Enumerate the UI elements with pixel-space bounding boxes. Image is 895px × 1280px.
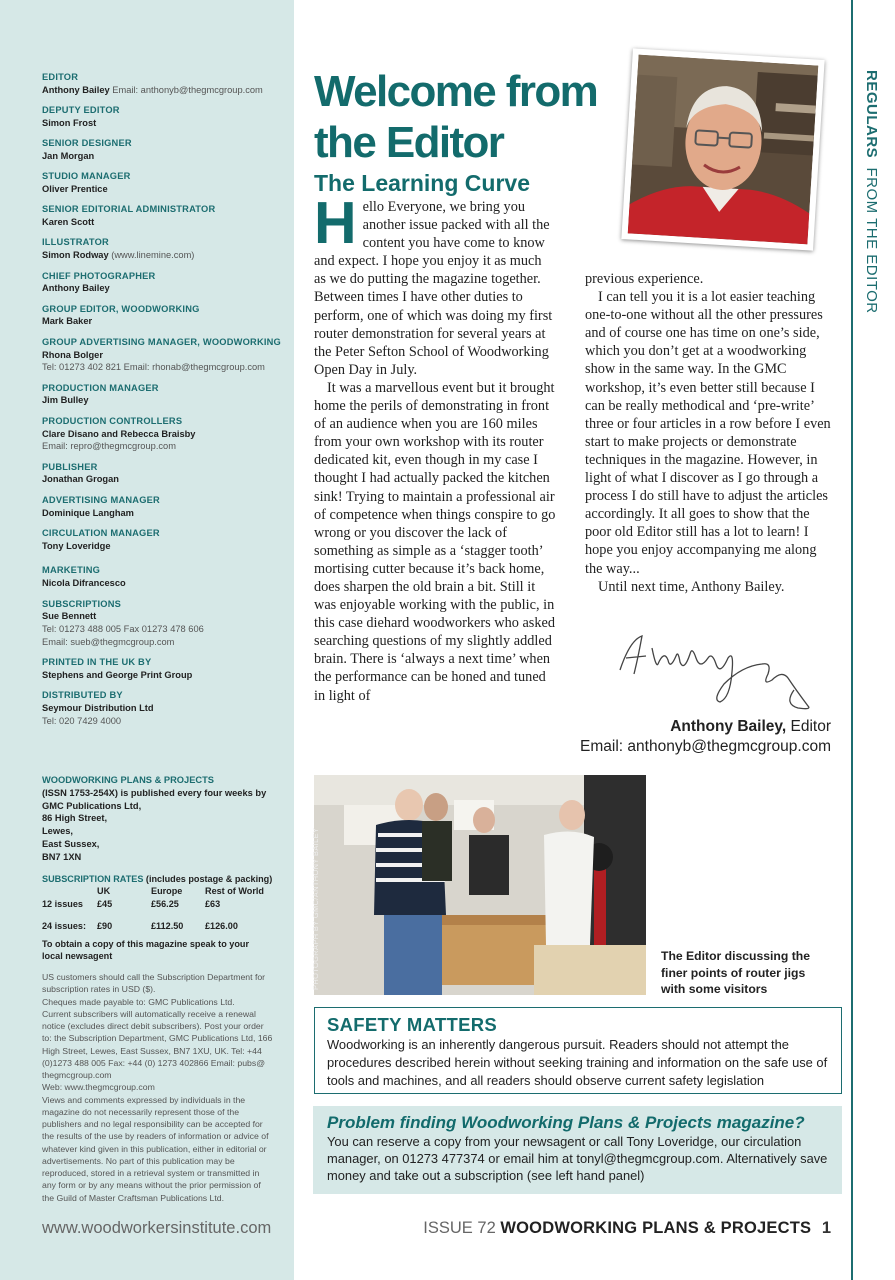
- fineprint-para[interactable]: Web: www.thegmcgroup.com: [42, 1082, 155, 1093]
- section-label-bold: REGULARS: [863, 70, 880, 159]
- rates-cell: £56.25: [151, 898, 179, 909]
- role-name: Nicola Difrancesco: [42, 578, 126, 589]
- role-title: GROUP EDITOR, WOODWORKING: [42, 303, 200, 314]
- role-name: Mark Baker: [42, 316, 93, 327]
- role-website[interactable]: (www.linemine.com): [111, 250, 195, 261]
- rates-cell: £126.00: [205, 920, 238, 931]
- section-label-text: [863, 70, 880, 314]
- rates-table: [42, 885, 264, 932]
- footer-website-link[interactable]: www.woodworkersinstitute.com: [42, 1219, 272, 1237]
- role-email[interactable]: Email: sueb@thegmcgroup.com: [42, 636, 175, 647]
- editor-signature: [612, 628, 830, 716]
- publisher-line: 86 High Street,: [42, 813, 108, 824]
- publisher-line: Lewes,: [42, 826, 74, 837]
- article-subtitle: The Learning Curve: [314, 170, 530, 196]
- publisher-line: BN7 1XN: [42, 851, 82, 862]
- role-title: SENIOR EDITORIAL ADMINISTRATOR: [42, 204, 216, 215]
- staff-circulation-manager: [42, 527, 282, 553]
- role-name: Anthony Bailey: [42, 84, 110, 95]
- rates-note: (includes postage & packing): [145, 874, 273, 884]
- section-rule: [851, 0, 853, 1280]
- editor-portrait-image: [628, 55, 819, 245]
- rates-header-row: [42, 885, 264, 897]
- role-name: Simon Frost: [42, 117, 97, 128]
- editor-portrait: [621, 48, 824, 250]
- role-title: PRODUCTION CONTROLLERS: [42, 415, 183, 426]
- staff-editor: [42, 71, 282, 97]
- section-label-rest: FROM THE EDITOR: [863, 167, 880, 314]
- rates-cell: 12 issues: [42, 898, 83, 909]
- role-title: MARKETING: [42, 565, 101, 576]
- staff-distributor: [42, 689, 282, 727]
- staff-production-manager: [42, 382, 282, 408]
- role-name: Jim Bulley: [42, 395, 89, 406]
- fineprint-para: Views and comments expressed by individuals in the magazine do not necessarily represent those of the publishers and no legal responsibility can be accepted for the results of the use by readers of information or advice of whatever kind given in this publication, either in editorial or advertisements. No part of this publication may be reproduced, stored in a retrieval system or transmitted in any form or by any means without the prior permission of the Guild of Master Craftsman Publications Ltd.: [42, 1094, 269, 1203]
- role-name: Oliver Prentice: [42, 184, 108, 195]
- safety-matters-box: [314, 1007, 842, 1094]
- role-title: CIRCULATION MANAGER: [42, 527, 160, 538]
- role-contact: Tel: 01273 402 821 Email: rhonab@thegmcgroup.com: [42, 362, 265, 373]
- role-title: SENIOR DESIGNER: [42, 138, 132, 149]
- availability-text: You can reserve a copy from your newsagent or call Tony Loveridge, our circulation manager, on 01273 477374 or email him at tonyl@thegmcgroup.com. Alternatively save money and take out a subscription (see left hand panel): [327, 1134, 828, 1184]
- role-title: CHIEF PHOTOGRAPHER: [42, 270, 156, 281]
- article-paragraph: It was a marvellous event but it brought home the perils of demonstrating in front of an audience when you are 160 miles from your own workshop with its router dedicated kit, even though in my case I thought I had actually packed the kitchen sink! Trying to maintain a professional air of competence when things conspire to go wrong or you discover the lack of something as simple as a ‘stagger tooth’ mortising cutter because it’s back home, does sharpen the old brain a bit. Still it was enjoyable working with the public, in this case diehard woodworkers who asked searching questions of my slightly addled brain. There is ‘always a next time’ when the performance can be honed and tuned in light of: [314, 379, 556, 704]
- photo-credit: PHOTOGRAPH BY GMC/ANTHONY BAILEY: [311, 827, 320, 990]
- rates-cell: Rest of World: [205, 886, 264, 897]
- role-title: PRODUCTION MANAGER: [42, 382, 159, 393]
- article-column-1: [314, 190, 556, 705]
- magazine-name: WOODWORKING PLANS & PROJECTS: [500, 1219, 812, 1237]
- editor-role: Editor: [790, 718, 831, 735]
- role-title: STUDIO MANAGER: [42, 171, 131, 182]
- staff-group-editor: [42, 303, 282, 329]
- availability-box: [313, 1106, 842, 1194]
- staff-advertising-manager: [42, 494, 282, 520]
- role-title: GROUP ADVERTISING MANAGER, WOODWORKING: [42, 336, 281, 347]
- role-title: ILLUSTRATOR: [42, 237, 109, 248]
- rates-cell: £63: [205, 898, 221, 909]
- staff-printer: [42, 656, 282, 682]
- role-name: Rhona Bolger: [42, 349, 103, 360]
- staff-studio-manager: [42, 170, 282, 196]
- role-name: Jonathan Grogan: [42, 474, 119, 485]
- staff-marketing: [42, 564, 282, 590]
- fineprint-para: Cheques made payable to: GMC Publications Ltd.: [42, 996, 235, 1007]
- staff-group-advertising-manager: [42, 336, 282, 374]
- role-name: Tony Loveridge: [42, 540, 111, 551]
- role-email[interactable]: Email: anthonyb@thegmcgroup.com: [112, 84, 263, 95]
- section-label: [858, 70, 886, 320]
- publisher-block: [42, 774, 282, 864]
- role-contact: Email: repro@thegmcgroup.com: [42, 441, 176, 452]
- fineprint-para: Current subscribers will automatically receive a renewal notice (excludes direct debit subscribers). Post your order to: the Subscription Department, GMC Publications Ltd, 166 High Street, Lewes, East Sussex, BN7 1XU, UK. Tel: +44 (0)1273 488 005 Fax: +44 (0) 1273 402866 Email: pubs@ thegmcgroup.com: [42, 1008, 273, 1080]
- staff-publisher: [42, 461, 282, 487]
- rates-cell: UK: [97, 886, 111, 897]
- role-title: DEPUTY EDITOR: [42, 105, 120, 116]
- rates-row: [42, 898, 264, 910]
- role-title: PUBLISHER: [42, 461, 98, 472]
- photo-caption: The Editor discussing the finer points of router jigs with some visitors: [661, 949, 810, 996]
- role-name: Dominique Langham: [42, 507, 134, 518]
- rates-cell: £112.50: [151, 920, 184, 931]
- subscription-rates: [42, 873, 282, 932]
- article-paragraph: [314, 190, 556, 379]
- safety-title: SAFETY MATTERS: [327, 1014, 498, 1035]
- role-name: Clare Disano and Rebecca Braisby: [42, 428, 196, 439]
- rates-row: [42, 920, 264, 932]
- publisher-line: GMC Publications Ltd,: [42, 800, 142, 811]
- staff-production-controllers: [42, 415, 282, 453]
- staff-deputy-editor: [42, 104, 282, 130]
- issue-number: ISSUE 72: [423, 1219, 496, 1237]
- editor-name-bold: Anthony Bailey,: [670, 718, 787, 735]
- safety-text: Woodworking is an inherently dangerous pursuit. Readers should not attempt the procedures described herein without seeking training and information on the safe use of tools and machines, and all readers should observe current safety legislation: [327, 1037, 828, 1088]
- role-title: EDITOR: [42, 72, 79, 82]
- page-title: Welcome from the Editor: [314, 67, 598, 167]
- staff-illustrator: [42, 236, 282, 262]
- drop-cap: H: [314, 190, 357, 256]
- role-name: Anthony Bailey: [42, 283, 110, 294]
- rates-cell: [42, 885, 97, 897]
- article-paragraph: Until next time, Anthony Bailey.: [598, 578, 785, 595]
- rates-cell: £45: [97, 898, 113, 909]
- staff-senior-designer: [42, 137, 282, 163]
- role-title: SUBSCRIPTIONS: [42, 598, 122, 609]
- role-name: Stephens and George Print Group: [42, 669, 193, 680]
- workshop-photo: [314, 775, 646, 995]
- staff-list: [42, 71, 282, 735]
- rates-cell: £90: [97, 920, 113, 931]
- rates-heading: SUBSCRIPTION RATES: [42, 874, 144, 884]
- fineprint-para: US customers should call the Subscription Department for subscription rates in USD ($).: [42, 972, 266, 995]
- article-text: ello Everyone, we bring you another issue packed with all the content you have come to know and expect. I hope you enjoy it as much as we do putting the magazine together. Between times I have other duties to perform, one of which was doing my first router demonstration for several years at the Peter Sefton School of Woodworking Open Day in July.: [314, 199, 553, 378]
- rates-cell: 24 issues:: [42, 920, 86, 931]
- publisher-title: WOODWORKING PLANS & PROJECTS: [42, 775, 214, 785]
- availability-title: Problem finding Woodworking Plans & Projects magazine?: [327, 1113, 805, 1132]
- rates-title: [42, 873, 282, 885]
- editor-name: [670, 718, 831, 736]
- publisher-line: (ISSN 1753-254X) is published every four weeks by: [42, 787, 267, 798]
- role-title: DISTRIBUTED BY: [42, 690, 123, 701]
- staff-subscriptions: [42, 598, 282, 649]
- rates-cell: Europe: [151, 886, 183, 897]
- role-title: ADVERTISING MANAGER: [42, 494, 160, 505]
- editor-email[interactable]: Email: anthonyb@thegmcgroup.com: [580, 738, 831, 755]
- rates-spacer: [42, 910, 264, 920]
- role-title: PRINTED IN THE UK BY: [42, 657, 152, 668]
- article-column-2: [585, 270, 835, 596]
- role-name: Karen Scott: [42, 217, 95, 228]
- role-name: Seymour Distribution Ltd: [42, 703, 154, 714]
- role-name: Sue Bennett: [42, 611, 97, 622]
- fineprint: [42, 971, 274, 1204]
- staff-senior-editorial-admin: [42, 203, 282, 229]
- role-contact: Tel: 01273 488 005 Fax 01273 478 606: [42, 624, 204, 635]
- masthead-sidebar: [0, 0, 294, 1280]
- publisher-line: East Sussex,: [42, 838, 100, 849]
- staff-chief-photographer: [42, 270, 282, 296]
- obtain-note: To obtain a copy of this magazine speak to your local newsagent: [42, 939, 249, 962]
- role-name: Simon Rodway: [42, 250, 109, 261]
- page-number: 1: [821, 1219, 831, 1237]
- page-footer: [423, 1219, 831, 1238]
- role-contact: Tel: 020 7429 4000: [42, 715, 122, 726]
- article-paragraph: I can tell you it is a lot easier teaching one-to-one without all the other pressures and of course one has time on one’s side, which you don’t get at a woodworking show in the same way. In the GMC workshop, it’s even better still because I can be really methodical and ‘pre-write’ three or four articles in a row before I even start to make projects or demonstrate techniques in the magazine. However, in light of what I discover as I go through a process I do still have to adjust the articles accordingly. It all goes to show that the poor old Editor still has a lot to learn! I hope you enjoy accompanying me along the way...: [585, 289, 831, 577]
- role-name: Jan Morgan: [42, 150, 95, 161]
- article-paragraph: previous experience.: [585, 271, 704, 287]
